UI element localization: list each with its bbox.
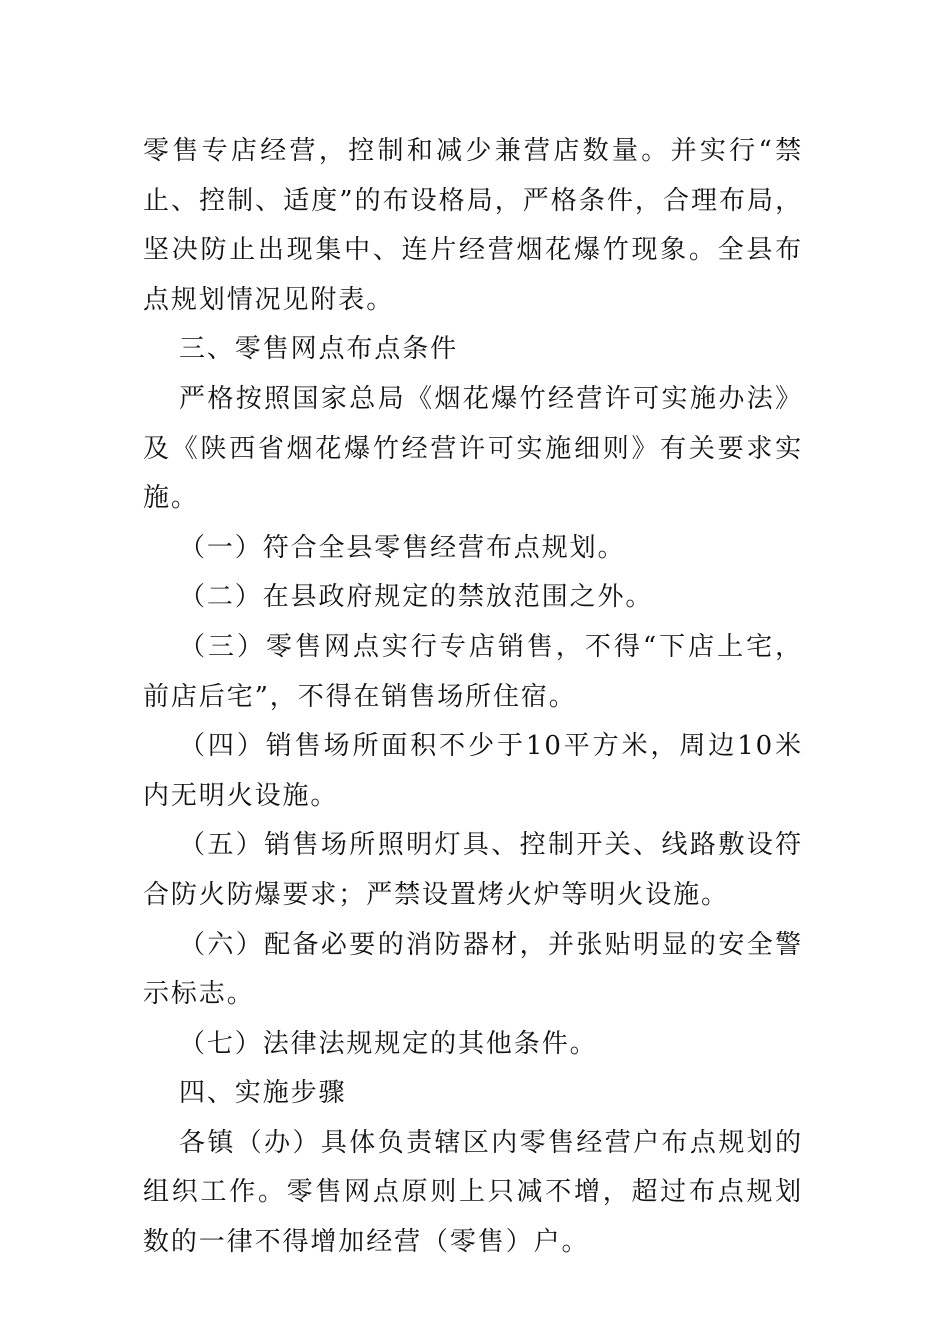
condition-item-2: （二）在县政府规定的禁放范围之外。	[179, 582, 654, 613]
paragraph-requirements: 严格按照国家总局《烟花爆竹经营许可实施办法》及《陕西省烟花爆竹经营许可实施细则》有关要求实施。	[143, 383, 803, 514]
condition-item-5: （五）销售场所照明灯具、控制开关、线路敷设符合防火防爆要求；严禁设置烤火炉等明火设施。	[143, 830, 803, 910]
condition-item-1: （一）符合全县零售经营布点规划。	[179, 532, 626, 563]
section-heading-4: 四、实施步骤	[179, 1078, 347, 1109]
condition-item-3: （三）零售网点实行专店销售，不得“下店上宅，前店后宅”，不得在销售场所住宿。	[143, 631, 803, 712]
section-heading-3: 三、零售网点布点条件	[179, 334, 459, 365]
condition-item-4: （四）销售场所面积不少于10平方米，周边10米内无明火设施。	[143, 731, 803, 811]
paragraph-layout-principle: 零售专店经营，控制和减少兼营店数量。并实行“禁止、控制、适度”的布设格局，严格条件，合理布局，坚决防止出现集中、连片经营烟花爆竹现象。全县布点规划情况见附表。	[143, 136, 803, 315]
paragraph-implementation: 各镇（办）具体负责辖区内零售经营户布点规划的组织工作。零售网点原则上只减不增，超过布点规划数的一律不得增加经营（零售）户。	[143, 1127, 803, 1258]
document-body	[143, 127, 803, 1268]
condition-item-6: （六）配备必要的消防器材，并张贴明显的安全警示标志。	[143, 929, 803, 1010]
condition-item-7: （七）法律法规规定的其他条件。	[179, 1028, 598, 1059]
